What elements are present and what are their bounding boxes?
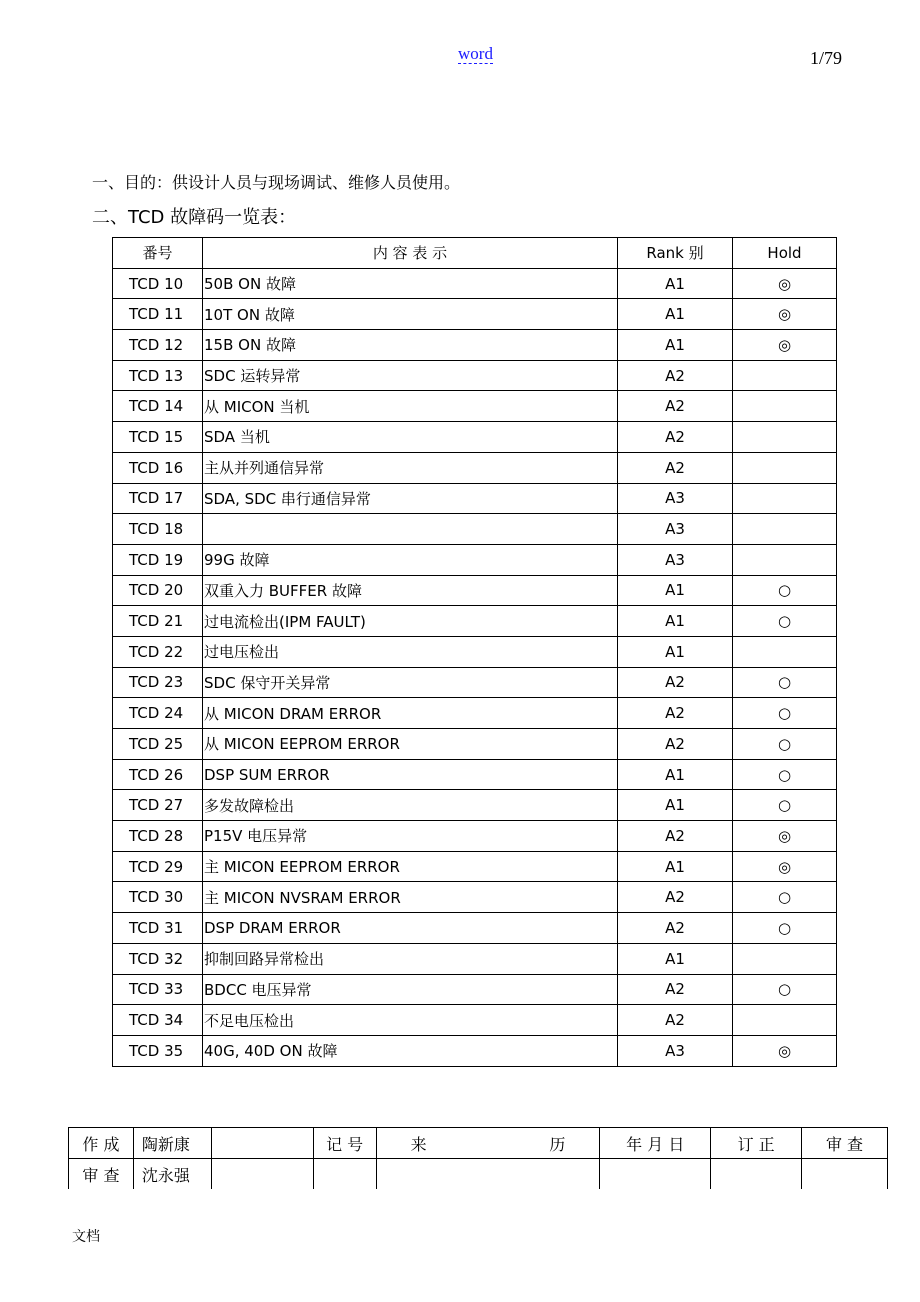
signoff-row: [69, 1128, 888, 1159]
table-row: [113, 422, 837, 453]
history-b: 历: [549, 1134, 566, 1154]
table-row: [113, 1005, 837, 1036]
table-row: [113, 943, 837, 974]
fault-code: TCD 33: [113, 974, 203, 1005]
fault-code: TCD 29: [113, 851, 203, 882]
table-row: [113, 698, 837, 729]
rank: A2: [618, 913, 733, 944]
rank: A1: [618, 851, 733, 882]
fault-description: 从 MICON 当机: [203, 391, 618, 422]
fault-code: TCD 23: [113, 667, 203, 698]
fault-description: BDCC 电压异常: [203, 974, 618, 1005]
table-row: [113, 299, 837, 330]
table-row: [113, 514, 837, 545]
header-rank: Rank 别: [618, 238, 733, 269]
rank: A2: [618, 974, 733, 1005]
blank-cell: [211, 1159, 313, 1190]
fault-description: SDC 运转异常: [203, 360, 618, 391]
fault-description: 多发故障检出: [203, 790, 618, 821]
fault-code: TCD 20: [113, 575, 203, 606]
fault-code: TCD 35: [113, 1035, 203, 1066]
hold-mark: ◎: [733, 299, 837, 330]
fault-description: 50B ON 故障: [203, 268, 618, 299]
rank: A3: [618, 483, 733, 514]
hold-mark: ◎: [733, 851, 837, 882]
fault-description: SDA, SDC 串行通信异常: [203, 483, 618, 514]
rank: A2: [618, 667, 733, 698]
hold-mark: ○: [733, 698, 837, 729]
fault-code: TCD 14: [113, 391, 203, 422]
made-label: 作 成: [69, 1128, 134, 1159]
fault-code: TCD 32: [113, 943, 203, 974]
hold-mark: ○: [733, 913, 837, 944]
rank: A1: [618, 636, 733, 667]
rank: A2: [618, 422, 733, 453]
fault-code: TCD 16: [113, 452, 203, 483]
rank: A2: [618, 360, 733, 391]
fault-description: P15V 电压异常: [203, 821, 618, 852]
fault-code: TCD 19: [113, 544, 203, 575]
blank-cell: [711, 1159, 802, 1190]
fault-code: TCD 10: [113, 268, 203, 299]
review-label: 审 查: [69, 1159, 134, 1190]
blank-cell: [802, 1159, 888, 1190]
rank: A2: [618, 698, 733, 729]
fault-code: TCD 13: [113, 360, 203, 391]
fault-description: SDA 当机: [203, 422, 618, 453]
hold-mark: [733, 360, 837, 391]
hold-mark: ○: [733, 759, 837, 790]
fault-code: TCD 26: [113, 759, 203, 790]
table-row: [113, 913, 837, 944]
record-no-label: 记 号: [313, 1128, 376, 1159]
table-row: [113, 360, 837, 391]
fault-code: TCD 21: [113, 606, 203, 637]
rank: A2: [618, 391, 733, 422]
rank: A1: [618, 790, 733, 821]
hold-mark: ○: [733, 882, 837, 913]
rank: A1: [618, 943, 733, 974]
hold-mark: [733, 514, 837, 545]
header-code: 番号: [113, 238, 203, 269]
header-hold: Hold: [733, 238, 837, 269]
section-heading: 二、TCD 故障码一览表：: [92, 207, 297, 228]
hold-mark: ◎: [733, 330, 837, 361]
blank-cell: [376, 1159, 600, 1190]
hold-mark: ○: [733, 667, 837, 698]
fault-code: TCD 17: [113, 483, 203, 514]
review-col-label: 审 查: [802, 1128, 888, 1159]
fault-code-table: [112, 237, 837, 1067]
hold-mark: ○: [733, 974, 837, 1005]
hold-mark: [733, 544, 837, 575]
table-row: [113, 882, 837, 913]
rank: A1: [618, 330, 733, 361]
table-row: [113, 330, 837, 361]
table-row: [113, 667, 837, 698]
table-row: [113, 729, 837, 760]
fault-code: TCD 24: [113, 698, 203, 729]
hold-mark: [733, 943, 837, 974]
fault-code: TCD 25: [113, 729, 203, 760]
rank: A1: [618, 299, 733, 330]
fault-code: TCD 27: [113, 790, 203, 821]
rank: A3: [618, 544, 733, 575]
fault-description: 不足电压检出: [203, 1005, 618, 1036]
header-link[interactable]: word: [458, 44, 493, 63]
rank: A2: [618, 1005, 733, 1036]
hold-mark: [733, 1005, 837, 1036]
table-row: [113, 391, 837, 422]
table-row: [113, 1035, 837, 1066]
fault-description: 从 MICON DRAM ERROR: [203, 698, 618, 729]
table-row: [113, 851, 837, 882]
hold-mark: [733, 636, 837, 667]
fault-code: TCD 28: [113, 821, 203, 852]
fault-description: 10T ON 故障: [203, 299, 618, 330]
hold-mark: ○: [733, 606, 837, 637]
made-by: 陶新康: [133, 1128, 211, 1159]
fault-description: 过电压检出: [203, 636, 618, 667]
table-header-row: [113, 238, 837, 269]
hold-mark: [733, 391, 837, 422]
hold-mark: ○: [733, 575, 837, 606]
hold-mark: [733, 452, 837, 483]
table-row: [113, 606, 837, 637]
header-content: 内 容 表 示: [203, 238, 618, 269]
hold-mark: ◎: [733, 1035, 837, 1066]
hold-mark: [733, 483, 837, 514]
table-row: [113, 483, 837, 514]
signoff-row: [69, 1159, 888, 1190]
fault-description: 99G 故障: [203, 544, 618, 575]
fault-code: TCD 11: [113, 299, 203, 330]
rank: A2: [618, 452, 733, 483]
reviewed-by: 沈永强: [133, 1159, 211, 1190]
table-row: [113, 268, 837, 299]
table-row: [113, 790, 837, 821]
rank: A1: [618, 759, 733, 790]
fault-description: 主 MICON EEPROM ERROR: [203, 851, 618, 882]
rank: A2: [618, 821, 733, 852]
table-row: [113, 575, 837, 606]
fault-code: TCD 18: [113, 514, 203, 545]
table-row: [113, 544, 837, 575]
fault-description: 双重入力 BUFFER 故障: [203, 575, 618, 606]
rank: A3: [618, 1035, 733, 1066]
fault-description: [203, 514, 618, 545]
fault-code: TCD 15: [113, 422, 203, 453]
footer-text: 文档: [72, 1229, 100, 1245]
hold-mark: ○: [733, 729, 837, 760]
fault-description: 过电流检出(IPM FAULT): [203, 606, 618, 637]
hold-mark: ◎: [733, 821, 837, 852]
fault-description: 15B ON 故障: [203, 330, 618, 361]
fault-description: 主 MICON NVSRAM ERROR: [203, 882, 618, 913]
blank-cell: [211, 1128, 313, 1159]
history-label: [376, 1128, 600, 1159]
rank: A1: [618, 606, 733, 637]
fault-description: DSP SUM ERROR: [203, 759, 618, 790]
fault-description: DSP DRAM ERROR: [203, 913, 618, 944]
table-row: [113, 821, 837, 852]
table-row: [113, 636, 837, 667]
blank-cell: [600, 1159, 711, 1190]
table-row: [113, 759, 837, 790]
fault-description: 从 MICON EEPROM ERROR: [203, 729, 618, 760]
fault-description: 主从并列通信异常: [203, 452, 618, 483]
fault-code: TCD 30: [113, 882, 203, 913]
fault-code: TCD 22: [113, 636, 203, 667]
rank: A3: [618, 514, 733, 545]
rank: A2: [618, 882, 733, 913]
history-a: 来: [410, 1134, 427, 1154]
fault-description: 40G, 40D ON 故障: [203, 1035, 618, 1066]
table-row: [113, 452, 837, 483]
page-number: 1/79: [810, 48, 843, 68]
fault-code: TCD 31: [113, 913, 203, 944]
hold-mark: [733, 422, 837, 453]
blank-cell: [313, 1159, 376, 1190]
purpose-paragraph: 一、目的：供设计人员与现场调试、维修人员使用。: [92, 173, 461, 192]
rank: A1: [618, 268, 733, 299]
revision-label: 订 正: [711, 1128, 802, 1159]
signoff-table: [68, 1127, 888, 1189]
fault-code: TCD 34: [113, 1005, 203, 1036]
fault-description: 抑制回路异常检出: [203, 943, 618, 974]
hold-mark: ○: [733, 790, 837, 821]
hold-mark: ◎: [733, 268, 837, 299]
rank: A1: [618, 575, 733, 606]
fault-code: TCD 12: [113, 330, 203, 361]
date-label: 年 月 日: [600, 1128, 711, 1159]
fault-description: SDC 保守开关异常: [203, 667, 618, 698]
rank: A2: [618, 729, 733, 760]
table-row: [113, 974, 837, 1005]
